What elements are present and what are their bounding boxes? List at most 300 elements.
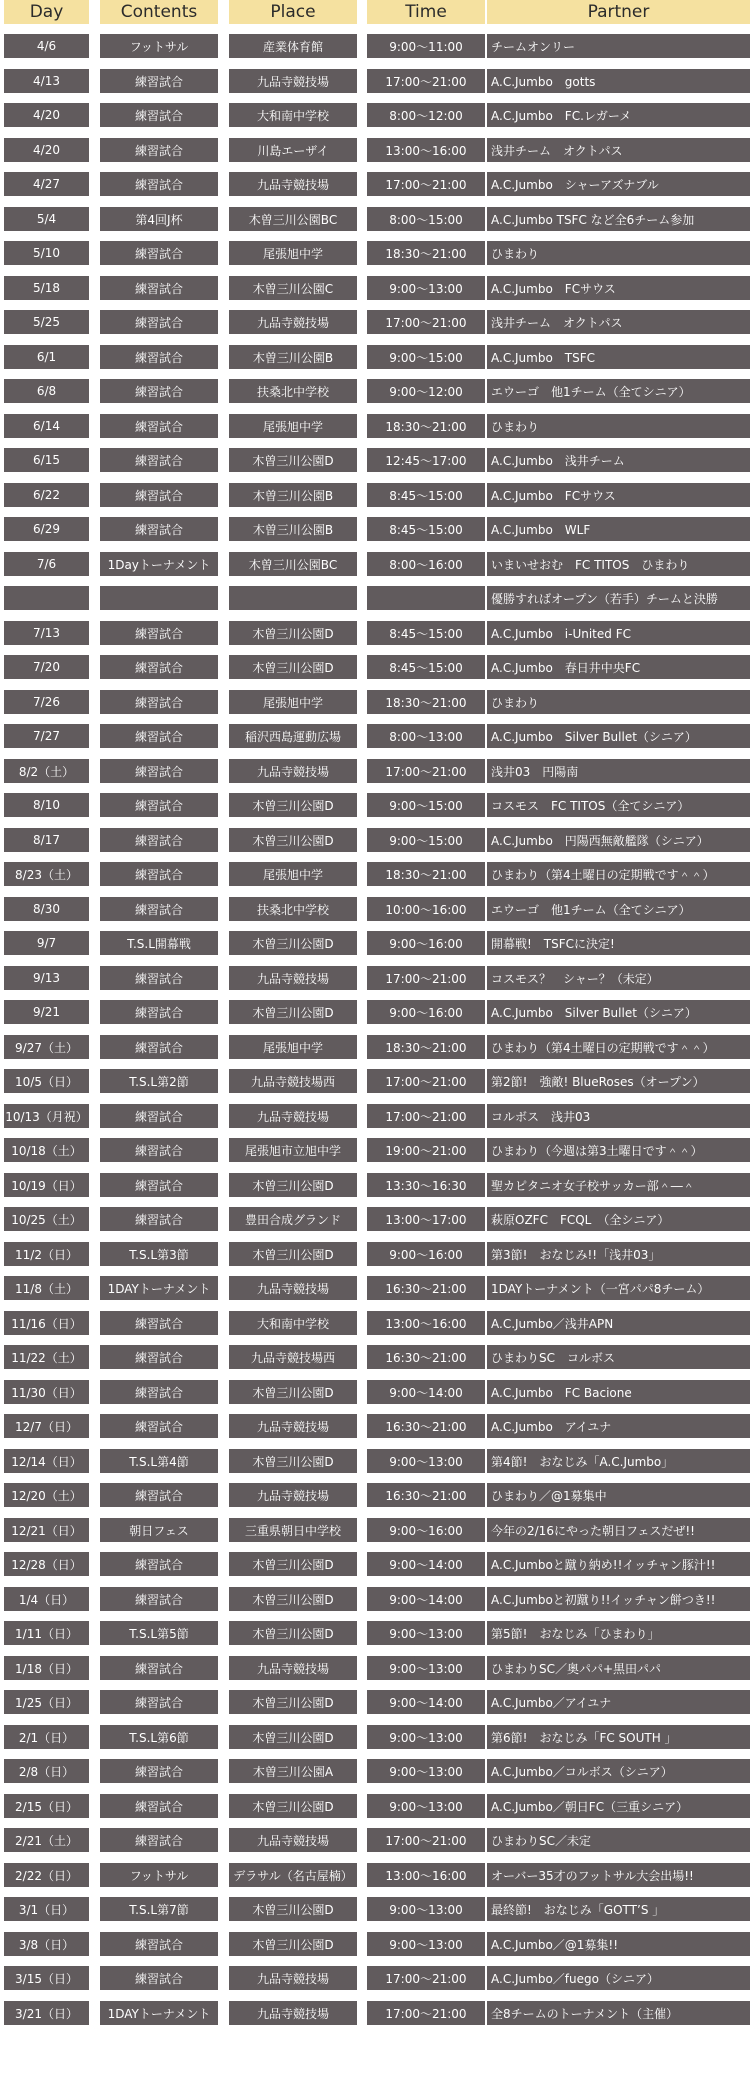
cell-time: 10:00～16:00 xyxy=(367,897,485,921)
table-row xyxy=(0,1276,750,1300)
cell-day: 11/2（日） xyxy=(4,1242,89,1266)
cell-contents: 練習試合 xyxy=(100,1000,218,1024)
cell-day: 11/22（土） xyxy=(4,1345,89,1369)
cell-contents: 練習試合 xyxy=(100,1173,218,1197)
cell-time: 9:00～13:00 xyxy=(367,1621,485,1645)
cell-day: 1/25（日） xyxy=(4,1690,89,1714)
cell-time: 18:30～21:00 xyxy=(367,241,485,265)
cell-contents: T.S.L第7節 xyxy=(100,1897,218,1921)
cell-place: 木曽三川公園D xyxy=(229,1725,357,1749)
cell-partner: A.C.Jumboと初蹴り!!イッチャン餅つき!! xyxy=(487,1587,750,1611)
cell-place: 木曽三川公園D xyxy=(229,1380,357,1404)
table-row xyxy=(0,310,750,334)
cell-time: 19:00～21:00 xyxy=(367,1138,485,1162)
cell-day: 12/21（日） xyxy=(4,1518,89,1542)
cell-contents: 練習試合 xyxy=(100,448,218,472)
cell-partner: A.C.Jumbo FCサウス xyxy=(487,276,750,300)
cell-partner: エウーゴ 他1チーム（全てシニア） xyxy=(487,379,750,403)
cell-contents: 練習試合 xyxy=(100,1380,218,1404)
cell-time: 17:00～21:00 xyxy=(367,759,485,783)
cell-day: 12/14（日） xyxy=(4,1449,89,1473)
cell-contents: 練習試合 xyxy=(100,621,218,645)
cell-contents: 練習試合 xyxy=(100,103,218,127)
cell-place: 大和南中学校 xyxy=(229,1311,357,1335)
cell-partner: A.C.Jumbo／@1募集!! xyxy=(487,1932,750,1956)
cell-partner: 第4節! おなじみ「A.C.Jumbo」 xyxy=(487,1449,750,1473)
cell-day: 6/15 xyxy=(4,448,89,472)
table-row xyxy=(0,1104,750,1128)
cell-contents: 練習試合 xyxy=(100,1932,218,1956)
table-row xyxy=(0,34,750,58)
table-row xyxy=(0,690,750,714)
cell-day: 7/20 xyxy=(4,655,89,679)
cell-place: 九品寺競技場 xyxy=(229,1656,357,1680)
cell-day: 1/18（日） xyxy=(4,1656,89,1680)
cell-place: 木曽三川公園D xyxy=(229,1794,357,1818)
table-row xyxy=(0,1759,750,1783)
cell-contents: 練習試合 xyxy=(100,310,218,334)
cell-day: 11/16（日） xyxy=(4,1311,89,1335)
cell-place: 木曽三川公園D xyxy=(229,1173,357,1197)
cell-time: 9:00～11:00 xyxy=(367,34,485,58)
cell-partner: A.C.Jumbo／朝日FC（三重シニア） xyxy=(487,1794,750,1818)
header-partner: Partner xyxy=(487,0,750,24)
table-row xyxy=(0,1173,750,1197)
cell-contents: 練習試合 xyxy=(100,379,218,403)
cell-day: 6/29 xyxy=(4,517,89,541)
cell-place: 木曽三川公園B xyxy=(229,517,357,541)
cell-time: 17:00～21:00 xyxy=(367,1104,485,1128)
cell-partner: A.C.Jumbo FCサウス xyxy=(487,483,750,507)
cell-day: 7/6 xyxy=(4,552,89,576)
cell-day: 9/21 xyxy=(4,1000,89,1024)
table-header xyxy=(0,0,750,24)
cell-day: 4/13 xyxy=(4,69,89,93)
header-day: Day xyxy=(4,0,89,24)
cell-time: 13:00～17:00 xyxy=(367,1207,485,1231)
cell-time: 9:00～13:00 xyxy=(367,276,485,300)
table-row xyxy=(0,448,750,472)
cell-time: 9:00～15:00 xyxy=(367,828,485,852)
table-row xyxy=(0,1380,750,1404)
cell-day: 10/18（土） xyxy=(4,1138,89,1162)
cell-place: 産業体育館 xyxy=(229,34,357,58)
cell-day: 5/25 xyxy=(4,310,89,334)
cell-partner: ひまわりSC／未定 xyxy=(487,1828,750,1852)
table-row xyxy=(0,1069,750,1093)
cell-contents: 練習試合 xyxy=(100,966,218,990)
cell-partner: A.C.Jumbo 春日井中央FC xyxy=(487,655,750,679)
cell-partner: A.C.Jumbo FC Bacione xyxy=(487,1380,750,1404)
cell-time: 9:00～13:00 xyxy=(367,1932,485,1956)
table-row xyxy=(0,241,750,265)
cell-place: 九品寺競技場 xyxy=(229,759,357,783)
cell-partner: コスモス？ シャー？（未定） xyxy=(487,966,750,990)
cell-partner: A.C.Jumbo i-United FC xyxy=(487,621,750,645)
cell-day: 5/10 xyxy=(4,241,89,265)
cell-time: 9:00～14:00 xyxy=(367,1380,485,1404)
table-row xyxy=(0,655,750,679)
cell-partner: 最終節! おなじみ「GOTT’S 」 xyxy=(487,1897,750,1921)
cell-time: 16:30～21:00 xyxy=(367,1276,485,1300)
cell-contents: 練習試合 xyxy=(100,276,218,300)
table-row xyxy=(0,1483,750,1507)
cell-contents: T.S.L第5節 xyxy=(100,1621,218,1645)
cell-contents: 練習試合 xyxy=(100,1759,218,1783)
cell-time: 9:00～13:00 xyxy=(367,1656,485,1680)
cell-partner: ひまわり（今週は第3土曜日です＾＾） xyxy=(487,1138,750,1162)
cell-contents: 練習試合 xyxy=(100,1138,218,1162)
cell-place: 川島エーザイ xyxy=(229,138,357,162)
cell-contents: フットサル xyxy=(100,1863,218,1887)
cell-day: 4/27 xyxy=(4,172,89,196)
cell-partner: 萩原OZFC FCQL （全シニア） xyxy=(487,1207,750,1231)
cell-place: 木曽三川公園D xyxy=(229,1587,357,1611)
cell-time: 9:00～16:00 xyxy=(367,931,485,955)
cell-partner: A.C.Jumbo シャーアズナブル xyxy=(487,172,750,196)
table-row xyxy=(0,552,750,576)
cell-time: 9:00～16:00 xyxy=(367,1518,485,1542)
cell-day: 9/7 xyxy=(4,931,89,955)
table-row xyxy=(0,1828,750,1852)
cell-place: 木曽三川公園BC xyxy=(229,552,357,576)
cell-place: 木曽三川公園C xyxy=(229,276,357,300)
cell-day: 2/22（日） xyxy=(4,1863,89,1887)
cell-contents: 練習試合 xyxy=(100,1483,218,1507)
cell-contents: 練習試合 xyxy=(100,345,218,369)
table-row xyxy=(0,1552,750,1576)
cell-day: 7/13 xyxy=(4,621,89,645)
cell-contents: 練習試合 xyxy=(100,1207,218,1231)
cell-day: 4/20 xyxy=(4,103,89,127)
cell-contents: 練習試合 xyxy=(100,1794,218,1818)
table-row xyxy=(0,379,750,403)
cell-partner: エウーゴ 他1チーム（全てシニア） xyxy=(487,897,750,921)
cell-contents: 練習試合 xyxy=(100,655,218,679)
cell-place: 尾張旭中学 xyxy=(229,241,357,265)
table-row xyxy=(0,793,750,817)
cell-place: 木曽三川公園D xyxy=(229,1552,357,1576)
cell-place: 扶桑北中学校 xyxy=(229,379,357,403)
table-row xyxy=(0,1207,750,1231)
cell-day: 10/19（日） xyxy=(4,1173,89,1197)
table-row xyxy=(0,2001,750,2025)
cell-contents: 練習試合 xyxy=(100,1414,218,1438)
table-row xyxy=(0,1345,750,1369)
cell-contents: 練習試合 xyxy=(100,897,218,921)
table-row xyxy=(0,1414,750,1438)
cell-contents xyxy=(100,586,218,610)
cell-place: 九品寺競技場西 xyxy=(229,1345,357,1369)
table-row xyxy=(0,1000,750,1024)
table-row xyxy=(0,828,750,852)
table-row xyxy=(0,138,750,162)
cell-place: 木曽三川公園BC xyxy=(229,207,357,231)
table-row xyxy=(0,1449,750,1473)
cell-day: 2/1（日） xyxy=(4,1725,89,1749)
table-row xyxy=(0,1897,750,1921)
cell-partner: 今年の2/16にやった朝日フェスだぜ!! xyxy=(487,1518,750,1542)
cell-partner: ひまわり xyxy=(487,690,750,714)
table-row xyxy=(0,1794,750,1818)
table-row xyxy=(0,1863,750,1887)
cell-contents: 第4回J杯 xyxy=(100,207,218,231)
cell-time: 8:45～15:00 xyxy=(367,655,485,679)
cell-place: 木曽三川公園D xyxy=(229,655,357,679)
cell-place: 木曽三川公園D xyxy=(229,1242,357,1266)
cell-contents: 朝日フェス xyxy=(100,1518,218,1542)
cell-day: 2/8（日） xyxy=(4,1759,89,1783)
cell-partner: A.C.Jumbo／fuego（シニア） xyxy=(487,1966,750,1990)
cell-partner: 全8チームのトーナメント（主催） xyxy=(487,2001,750,2025)
cell-place: 木曽三川公園D xyxy=(229,1690,357,1714)
cell-time: 12:45～17:00 xyxy=(367,448,485,472)
cell-day: 4/6 xyxy=(4,34,89,58)
cell-day: 12/20（土） xyxy=(4,1483,89,1507)
cell-contents: 練習試合 xyxy=(100,1311,218,1335)
cell-day: 6/8 xyxy=(4,379,89,403)
cell-partner: 聖カピタニオ女子校サッカー部＾―＾ xyxy=(487,1173,750,1197)
table-row xyxy=(0,724,750,748)
cell-day: 3/15（日） xyxy=(4,1966,89,1990)
cell-place: 九品寺競技場西 xyxy=(229,1069,357,1093)
table-row xyxy=(0,586,750,610)
cell-time: 17:00～21:00 xyxy=(367,2001,485,2025)
cell-place: 尾張旭中学 xyxy=(229,1035,357,1059)
cell-day: 3/1（日） xyxy=(4,1897,89,1921)
cell-time: 8:00～15:00 xyxy=(367,207,485,231)
cell-place: 木曽三川公園D xyxy=(229,621,357,645)
cell-partner: A.C.Jumbo TSFC xyxy=(487,345,750,369)
cell-contents: 練習試合 xyxy=(100,1656,218,1680)
table-row xyxy=(0,345,750,369)
cell-day: 8/17 xyxy=(4,828,89,852)
table-row xyxy=(0,931,750,955)
cell-contents: 練習試合 xyxy=(100,1966,218,1990)
cell-day xyxy=(4,586,89,610)
cell-contents: 練習試合 xyxy=(100,69,218,93)
cell-day: 6/22 xyxy=(4,483,89,507)
cell-day: 12/28（日） xyxy=(4,1552,89,1576)
cell-contents: フットサル xyxy=(100,34,218,58)
table-row xyxy=(0,862,750,886)
cell-day: 7/27 xyxy=(4,724,89,748)
cell-place: 木曽三川公園D xyxy=(229,793,357,817)
table-row xyxy=(0,1138,750,1162)
cell-place: 九品寺競技場 xyxy=(229,1414,357,1438)
cell-time xyxy=(367,586,485,610)
cell-time: 9:00～13:00 xyxy=(367,1725,485,1749)
cell-time: 16:30～21:00 xyxy=(367,1345,485,1369)
cell-partner: 浅井チーム オクトパス xyxy=(487,138,750,162)
cell-contents: 練習試合 xyxy=(100,172,218,196)
cell-place: 大和南中学校 xyxy=(229,103,357,127)
cell-place: 九品寺競技場 xyxy=(229,172,357,196)
cell-day: 2/15（日） xyxy=(4,1794,89,1818)
cell-day: 1/11（日） xyxy=(4,1621,89,1645)
cell-partner: A.C.Jumboと蹴り納め!!イッチャン豚汁!! xyxy=(487,1552,750,1576)
cell-place: 木曽三川公園D xyxy=(229,1449,357,1473)
cell-partner: 浅井03 円陽南 xyxy=(487,759,750,783)
cell-place: 木曽三川公園B xyxy=(229,483,357,507)
cell-partner: A.C.Jumbo WLF xyxy=(487,517,750,541)
cell-time: 18:30～21:00 xyxy=(367,862,485,886)
cell-contents: 練習試合 xyxy=(100,1828,218,1852)
cell-contents: 練習試合 xyxy=(100,690,218,714)
cell-day: 3/8（日） xyxy=(4,1932,89,1956)
cell-place: 豊田合成グランド xyxy=(229,1207,357,1231)
cell-time: 9:00～13:00 xyxy=(367,1759,485,1783)
cell-partner: A.C.Jumbo アイユナ xyxy=(487,1414,750,1438)
cell-contents: 練習試合 xyxy=(100,1690,218,1714)
cell-place: 九品寺競技場 xyxy=(229,69,357,93)
cell-partner: A.C.Jumbo gotts xyxy=(487,69,750,93)
cell-place: 尾張旭中学 xyxy=(229,862,357,886)
cell-contents: 1Dayトーナメント xyxy=(100,552,218,576)
cell-time: 17:00～21:00 xyxy=(367,69,485,93)
cell-place: 三重県朝日中学校 xyxy=(229,1518,357,1542)
cell-day: 2/21（土） xyxy=(4,1828,89,1852)
cell-day: 8/10 xyxy=(4,793,89,817)
header-time: Time xyxy=(367,0,485,24)
cell-time: 17:00～21:00 xyxy=(367,310,485,334)
cell-time: 8:45～15:00 xyxy=(367,621,485,645)
table-row xyxy=(0,1311,750,1335)
cell-place: 尾張旭中学 xyxy=(229,414,357,438)
table-row xyxy=(0,1725,750,1749)
cell-contents: 練習試合 xyxy=(100,793,218,817)
cell-day: 10/13（月祝） xyxy=(4,1104,89,1128)
cell-time: 17:00～21:00 xyxy=(367,1828,485,1852)
cell-time: 18:30～21:00 xyxy=(367,1035,485,1059)
cell-contents: T.S.L開幕戦 xyxy=(100,931,218,955)
cell-place: 稲沢西島運動広場 xyxy=(229,724,357,748)
cell-partner: A.C.Jumbo 浅井チーム xyxy=(487,448,750,472)
cell-partner: ひまわり xyxy=(487,241,750,265)
cell-partner: オーバー35才のフットサル大会出場!! xyxy=(487,1863,750,1887)
cell-contents: 練習試合 xyxy=(100,138,218,162)
cell-time: 9:00～13:00 xyxy=(367,1449,485,1473)
cell-contents: T.S.L第3節 xyxy=(100,1242,218,1266)
cell-time: 18:30～21:00 xyxy=(367,690,485,714)
cell-contents: 練習試合 xyxy=(100,1552,218,1576)
cell-contents: 練習試合 xyxy=(100,862,218,886)
cell-contents: T.S.L第6節 xyxy=(100,1725,218,1749)
cell-day: 11/8（土） xyxy=(4,1276,89,1300)
table-row xyxy=(0,897,750,921)
cell-partner: A.C.Jumbo FC.レガーメ xyxy=(487,103,750,127)
cell-time: 8:45～15:00 xyxy=(367,483,485,507)
cell-day: 8/2（土） xyxy=(4,759,89,783)
cell-day: 8/23（土） xyxy=(4,862,89,886)
table-row xyxy=(0,621,750,645)
cell-partner: A.C.Jumbo／アイユナ xyxy=(487,1690,750,1714)
cell-time: 8:00～16:00 xyxy=(367,552,485,576)
cell-place: デラサル（名古屋楠） xyxy=(229,1863,357,1887)
table-row xyxy=(0,1621,750,1645)
cell-day: 7/26 xyxy=(4,690,89,714)
cell-day: 5/18 xyxy=(4,276,89,300)
cell-place: 木曽三川公園D xyxy=(229,931,357,955)
cell-day: 6/14 xyxy=(4,414,89,438)
cell-place: 木曽三川公園D xyxy=(229,1000,357,1024)
cell-place: 木曽三川公園A xyxy=(229,1759,357,1783)
cell-time: 9:00～16:00 xyxy=(367,1000,485,1024)
cell-time: 16:30～21:00 xyxy=(367,1414,485,1438)
cell-contents: 練習試合 xyxy=(100,1104,218,1128)
cell-time: 9:00～16:00 xyxy=(367,1242,485,1266)
table-row xyxy=(0,69,750,93)
table-row xyxy=(0,103,750,127)
cell-place: 九品寺競技場 xyxy=(229,1828,357,1852)
table-row xyxy=(0,1690,750,1714)
table-row xyxy=(0,1932,750,1956)
table-row xyxy=(0,483,750,507)
cell-time: 9:00～12:00 xyxy=(367,379,485,403)
table-row xyxy=(0,966,750,990)
cell-partner: ひまわり xyxy=(487,414,750,438)
cell-time: 17:00～21:00 xyxy=(367,1069,485,1093)
cell-time: 17:00～21:00 xyxy=(367,966,485,990)
cell-place: 九品寺競技場 xyxy=(229,1276,357,1300)
cell-day: 3/21（日） xyxy=(4,2001,89,2025)
table-row xyxy=(0,1966,750,1990)
cell-day: 10/25（土） xyxy=(4,1207,89,1231)
cell-time: 13:30～16:30 xyxy=(367,1173,485,1197)
cell-day: 5/4 xyxy=(4,207,89,231)
cell-partner: A.C.Jumbo Silver Bullet（シニア） xyxy=(487,724,750,748)
cell-place: 九品寺競技場 xyxy=(229,1104,357,1128)
cell-partner: ひまわり（第4土曜日の定期戦です＾＾） xyxy=(487,862,750,886)
cell-place: 九品寺競技場 xyxy=(229,310,357,334)
cell-time: 9:00～14:00 xyxy=(367,1552,485,1576)
cell-place: 木曽三川公園B xyxy=(229,345,357,369)
cell-place: 木曽三川公園D xyxy=(229,1897,357,1921)
header-place: Place xyxy=(229,0,357,24)
cell-contents: 練習試合 xyxy=(100,483,218,507)
cell-partner: 優勝すればオープン（若手）チームと決勝 xyxy=(487,586,750,610)
cell-place: 木曽三川公園D xyxy=(229,828,357,852)
cell-time: 9:00～14:00 xyxy=(367,1690,485,1714)
cell-partner: A.C.Jumbo TSFC など全6チーム参加 xyxy=(487,207,750,231)
table-row xyxy=(0,1518,750,1542)
cell-time: 13:00～16:00 xyxy=(367,1863,485,1887)
cell-contents: 練習試合 xyxy=(100,828,218,852)
cell-place: 九品寺競技場 xyxy=(229,1483,357,1507)
cell-place: 九品寺競技場 xyxy=(229,2001,357,2025)
table-row xyxy=(0,207,750,231)
table-row xyxy=(0,759,750,783)
cell-contents: 練習試合 xyxy=(100,1345,218,1369)
cell-place: 木曽三川公園D xyxy=(229,1932,357,1956)
cell-place: 九品寺競技場 xyxy=(229,966,357,990)
cell-contents: 練習試合 xyxy=(100,517,218,541)
cell-time: 9:00～13:00 xyxy=(367,1794,485,1818)
cell-time: 8:45～15:00 xyxy=(367,517,485,541)
cell-contents: 1DAYトーナメント xyxy=(100,2001,218,2025)
cell-contents: T.S.L第4節 xyxy=(100,1449,218,1473)
cell-day: 11/30（日） xyxy=(4,1380,89,1404)
cell-place xyxy=(229,586,357,610)
cell-time: 9:00～14:00 xyxy=(367,1587,485,1611)
cell-partner: ひまわりSC／奥パパ+黒田パパ xyxy=(487,1656,750,1680)
cell-partner: チームオンリー xyxy=(487,34,750,58)
cell-partner: 開幕戦! TSFCに決定! xyxy=(487,931,750,955)
table-row xyxy=(0,1035,750,1059)
table-row xyxy=(0,1242,750,1266)
cell-partner: 浅井チーム オクトパス xyxy=(487,310,750,334)
cell-partner: 第5節! おなじみ「ひまわり」 xyxy=(487,1621,750,1645)
